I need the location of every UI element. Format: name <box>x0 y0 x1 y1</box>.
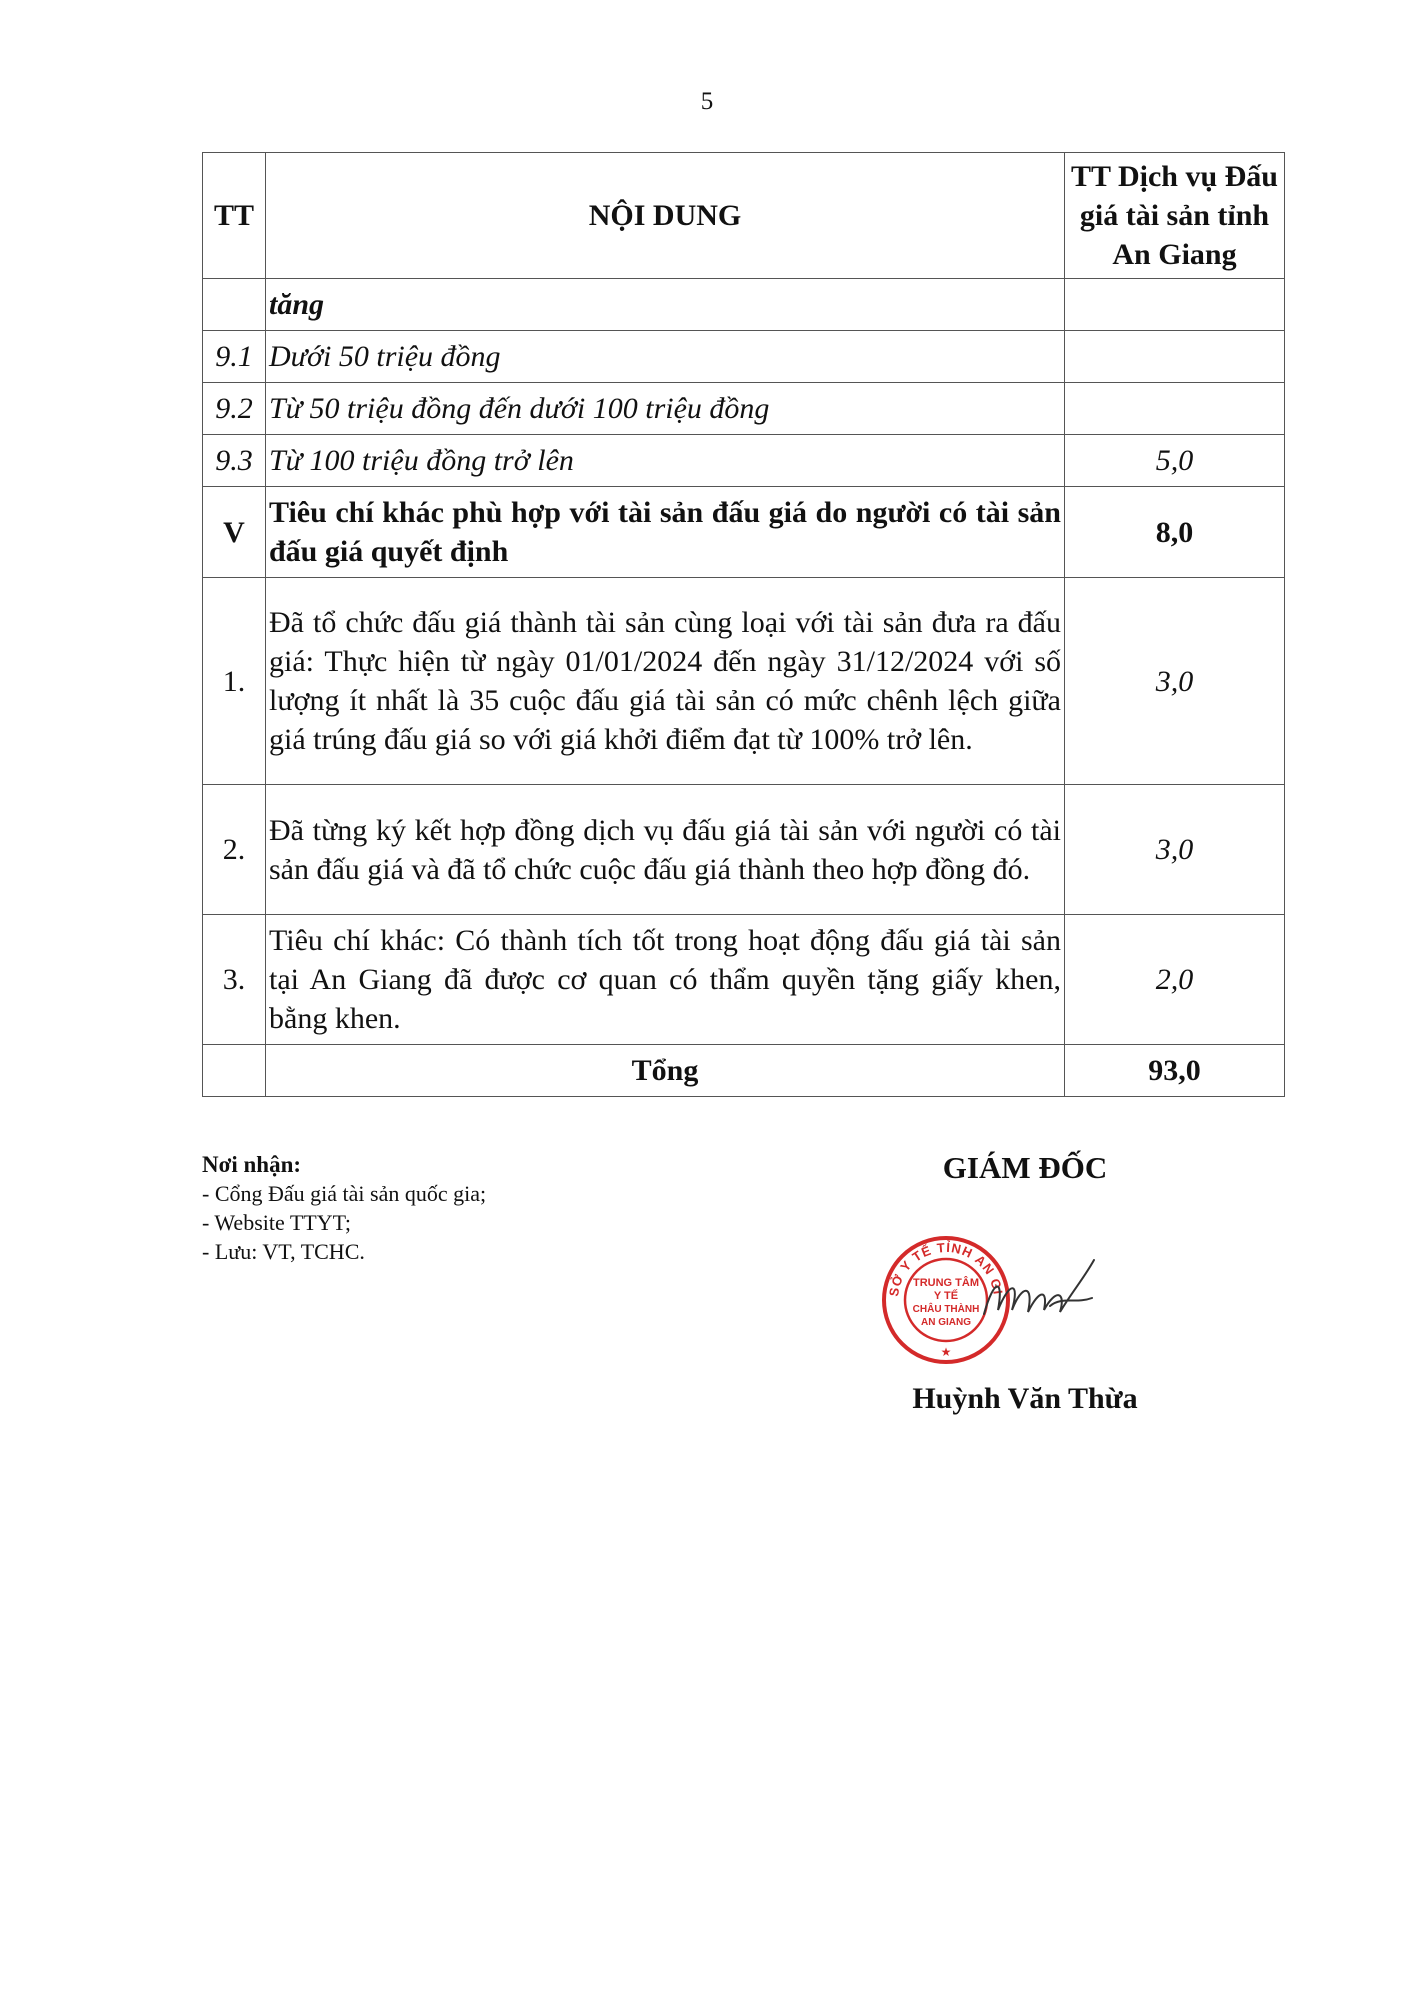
recipients-block <box>202 1150 486 1266</box>
row-score: 3,0 <box>1065 578 1285 785</box>
table-row <box>203 435 1285 487</box>
seal-center-line: TRUNG TÂM <box>913 1277 979 1289</box>
row-score <box>1065 279 1285 331</box>
total-score: 93,0 <box>1065 1045 1285 1097</box>
signer-name: Huỳnh Văn Thừa <box>912 1382 1138 1415</box>
seal-center-line: AN GIANG <box>921 1317 971 1328</box>
row-content: Dưới 50 triệu đồng <box>266 331 1065 383</box>
header-tt: TT <box>203 153 266 279</box>
criteria-table <box>202 152 1285 1097</box>
official-seal <box>862 1218 1192 1378</box>
table-row <box>203 578 1285 785</box>
recipient-item: - Cổng Đấu giá tài sản quốc gia; <box>202 1181 487 1206</box>
row-score <box>1065 383 1285 435</box>
row-number: 2. <box>203 785 266 915</box>
recipients-title: Nơi nhận: <box>202 1152 302 1177</box>
seal-star-icon: ★ <box>940 1345 952 1359</box>
row-content: Từ 50 triệu đồng đến dưới 100 triệu đồng <box>266 383 1065 435</box>
seal-center-line: Y TẾ <box>933 1290 959 1302</box>
row-score: 2,0 <box>1065 915 1285 1045</box>
row-number: 9.2 <box>203 383 266 435</box>
row-score: 5,0 <box>1065 435 1285 487</box>
table-row <box>203 915 1285 1045</box>
row-score: 3,0 <box>1065 785 1285 915</box>
seal-arc-text: SỞ Y TẾ TỈNH AN GI <box>886 1239 1006 1298</box>
total-empty-cell <box>203 1045 266 1097</box>
table-total-row <box>203 1045 1285 1097</box>
recipient-item: - Website TTYT; <box>202 1210 351 1235</box>
row-number: 9.3 <box>203 435 266 487</box>
row-content: Tiêu chí khác phù hợp với tài sản đấu giá do người có tài sản đấu giá quyết định <box>266 487 1065 578</box>
table-header-row <box>203 153 1285 279</box>
row-content: tăng <box>266 279 1065 331</box>
header-score: TT Dịch vụ Đấu giá tài sản tỉnh An Giang <box>1065 153 1285 279</box>
row-score <box>1065 331 1285 383</box>
table-row <box>203 487 1285 578</box>
table-row <box>203 331 1285 383</box>
page-number: 5 <box>700 88 714 115</box>
row-content: Tiêu chí khác: Có thành tích tốt trong hoạt động đấu giá tài sản tại An Giang đã được cơ quan có thẩm quyền tặng giấy khen, bằng khen. <box>266 915 1065 1045</box>
header-content: NỘI DUNG <box>266 153 1065 279</box>
table-row <box>203 279 1285 331</box>
row-number: V <box>203 487 266 578</box>
row-score: 8,0 <box>1065 487 1285 578</box>
row-number: 3. <box>203 915 266 1045</box>
row-number: 9.1 <box>203 331 266 383</box>
row-content: Từ 100 triệu đồng trở lên <box>266 435 1065 487</box>
total-label: Tổng <box>266 1045 1065 1097</box>
row-content: Đã từng ký kết hợp đồng dịch vụ đấu giá tài sản với người có tài sản đấu giá và đã tổ chức cuộc đấu giá thành theo hợp đồng đó. <box>266 785 1065 915</box>
seal-and-signature <box>862 1218 1192 1378</box>
table-row <box>203 785 1285 915</box>
seal-stamp <box>862 1218 1008 1362</box>
row-content: Đã tổ chức đấu giá thành tài sản cùng loại với tài sản đưa ra đấu giá: Thực hiện từ ngày 01/01/2024 đến ngày 31/12/2024 với số lượng ít nhất là 35 cuộc đấu giá tài sản có mức chênh lệch giữa giá trúng đấu giá so với giá khởi điểm đạt từ 100% trở lên. <box>266 578 1065 785</box>
seal-center-line: CHÂU THÀNH <box>912 1304 980 1315</box>
recipient-item: - Lưu: VT, TCHC. <box>202 1239 365 1264</box>
row-number: 1. <box>203 578 266 785</box>
row-number <box>203 279 266 331</box>
table-row <box>203 383 1285 435</box>
signer-title: GIÁM ĐỐC <box>942 1150 1108 1185</box>
